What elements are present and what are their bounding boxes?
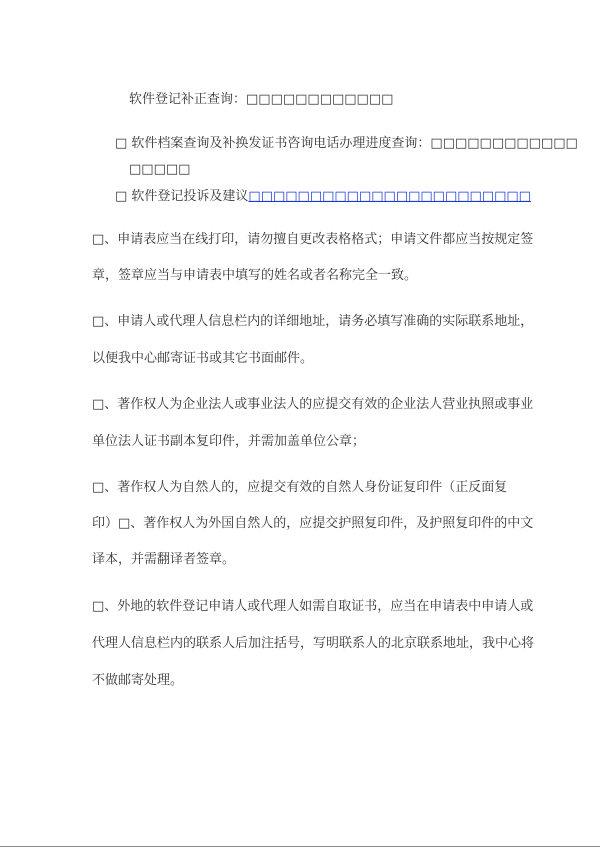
complaint-label: □ 软件登记投诉及建议	[115, 189, 249, 204]
paragraph-4-line-2: 印）□、著作权人为外国自然人的，应提交护照复印件，及护照复印件的中文	[92, 516, 534, 531]
complaint-link[interactable]: □□□□□□□□□□□□□□□□□□□□□□□	[248, 189, 531, 204]
paragraph-4-line-1: □、著作权人为自然人的，应提交有效的自然人身份证复印件（正反面复	[92, 480, 508, 495]
paragraph-2-line-2: 以便我中心邮寄证书或其它书面邮件。	[92, 351, 314, 366]
paragraph-1-line-2: 章，签章应当与申请表中填写的姓名或者名称完全一致。	[92, 268, 418, 283]
archive-query-line: □ 软件档案查询及补换发证书咨询电话办理进度查询：□□□□□□□□□□□□	[115, 136, 578, 151]
paragraph-4-line-3: 译本，并需翻译者签章。	[92, 552, 236, 567]
paragraph-5-line-3: 不做邮寄处理。	[92, 673, 184, 688]
archive-query-line-continued: □□□□□	[129, 162, 191, 177]
page-bottom-rule	[0, 846, 600, 847]
paragraph-3-line-2: 单位法人证书副本复印件，并需加盖单位公章；	[92, 434, 366, 449]
paragraph-5-line-1: □、外地的软件登记申请人或代理人如需自取证书，应当在申请表中申请人或	[92, 599, 534, 614]
paragraph-2-line-1: □、申请人或代理人信息栏内的详细地址，请务必填写准确的实际联系地址，	[92, 314, 534, 329]
paragraph-1-line-1: □、申请表应当在线打印，请勿擅自更改表格格式；申请文件都应当按规定签	[92, 232, 534, 247]
paragraph-5-line-2: 代理人信息栏内的联系人后加注括号，写明联系人的北京联系地址，我中心将	[92, 636, 535, 651]
correction-query-line: 软件登记补正查询：□□□□□□□□□□□□	[129, 92, 394, 107]
complaint-line	[115, 189, 531, 205]
paragraph-3-line-1: □、著作权人为企业法人或事业法人的应提交有效的企业法人营业执照或事业	[92, 397, 534, 412]
